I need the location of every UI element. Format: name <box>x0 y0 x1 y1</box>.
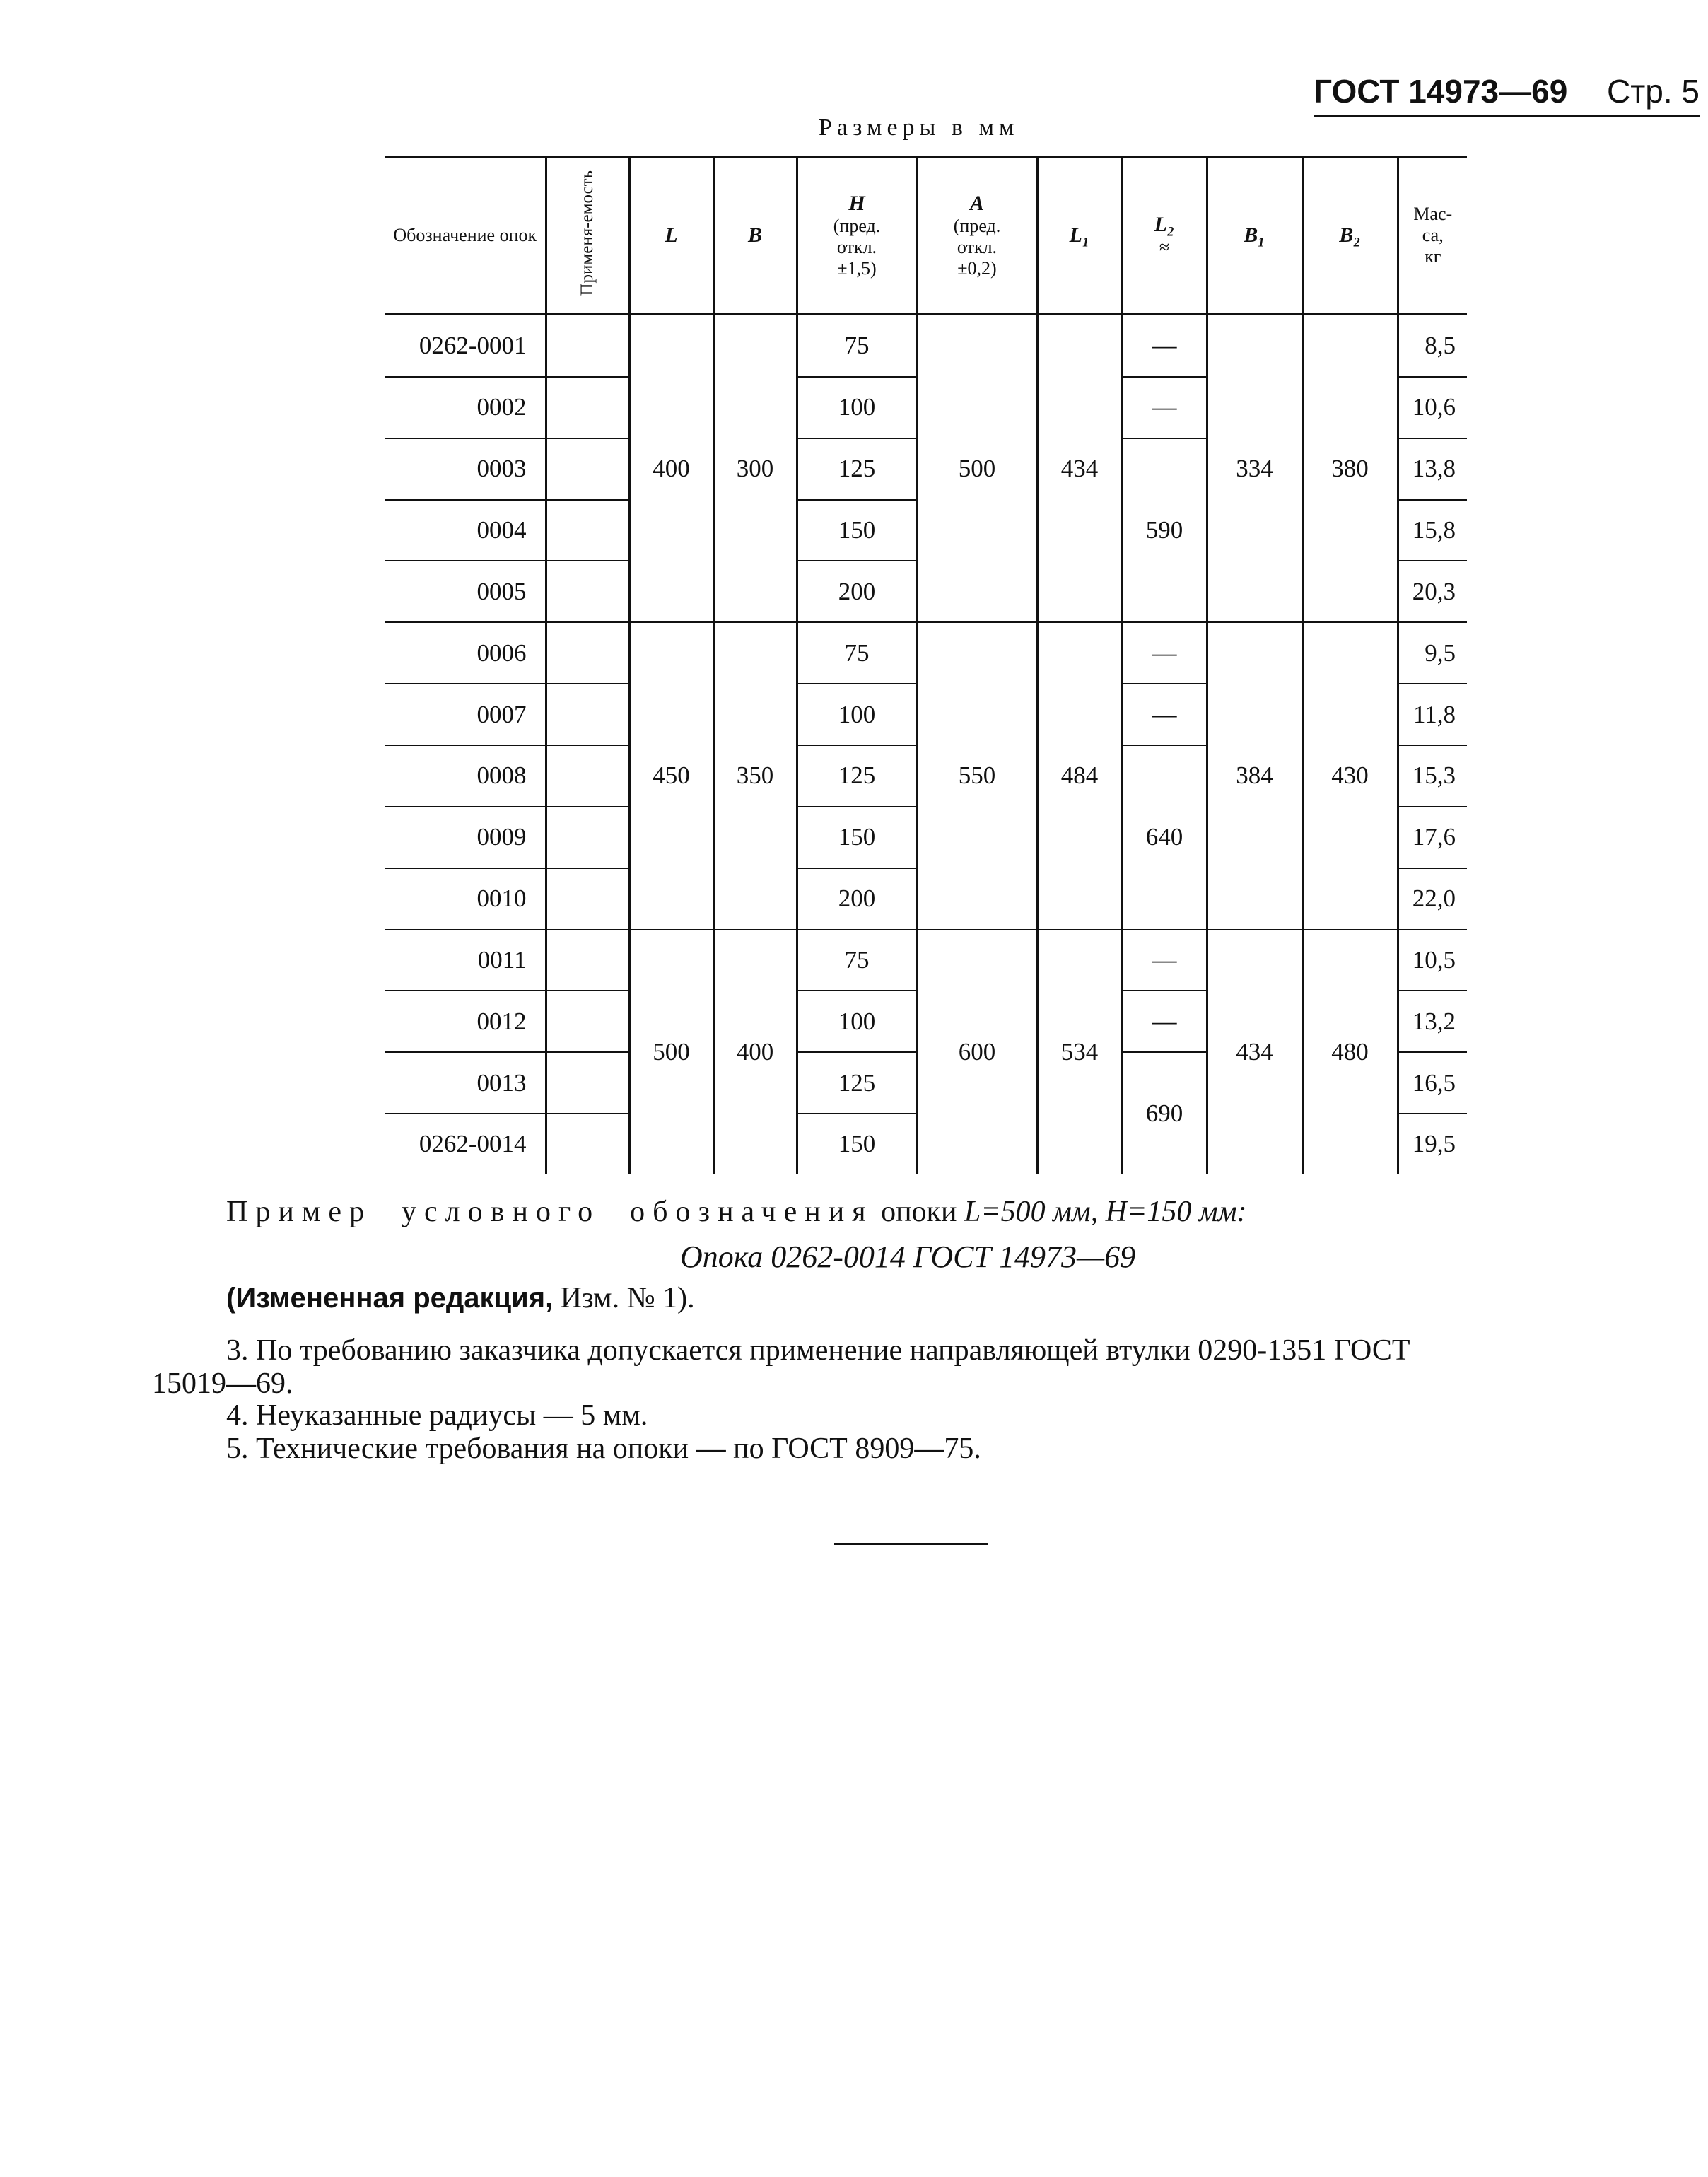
cell-mass: 15,8 <box>1398 500 1467 561</box>
cell-A: 600 <box>917 930 1037 1174</box>
cell-L: 450 <box>629 622 713 929</box>
cell-mass: 13,2 <box>1398 991 1467 1052</box>
cell-applicability <box>546 1114 629 1174</box>
cell-applicability <box>546 684 629 745</box>
note-3-line-2: 15019—69. <box>152 1367 293 1400</box>
cell-applicability <box>546 1052 629 1114</box>
cell-L: 500 <box>629 930 713 1174</box>
cell-mass: 13,8 <box>1398 438 1467 500</box>
flask-dimensions-table <box>385 156 1467 1174</box>
cell-B1: 334 <box>1207 314 1302 622</box>
cell-H: 150 <box>797 1114 917 1174</box>
cell-mass: 22,0 <box>1398 868 1467 930</box>
cell-L2: — <box>1122 377 1207 438</box>
note-5: 5. Технические требования на опоки — по ГОСТ 8909—75. <box>226 1432 981 1465</box>
cell-B2: 480 <box>1302 930 1398 1174</box>
cell-B: 300 <box>713 314 797 622</box>
cell-B1: 384 <box>1207 622 1302 929</box>
col-B: B <box>713 157 797 314</box>
cell-B: 350 <box>713 622 797 929</box>
cell-mass: 10,5 <box>1398 930 1467 991</box>
page-number: Стр. 5 <box>1606 73 1700 110</box>
col-B2: B₂ <box>1302 157 1398 314</box>
sizes-caption: Размеры в мм <box>819 115 1019 141</box>
cell-mass: 9,5 <box>1398 622 1467 684</box>
note-4: 4. Неуказанные радиусы — 5 мм. <box>226 1399 648 1432</box>
cell-H: 125 <box>797 745 917 807</box>
cell-applicability <box>546 377 629 438</box>
cell-applicability <box>546 438 629 500</box>
example-designation: Опока 0262-0014 ГОСТ 14973—69 <box>680 1239 1136 1274</box>
cell-L1: 434 <box>1037 314 1122 622</box>
table-row <box>385 314 1467 377</box>
cell-mass: 15,3 <box>1398 745 1467 807</box>
cell-designation: 0002 <box>385 377 546 438</box>
cell-H: 100 <box>797 991 917 1052</box>
cell-H: 75 <box>797 930 917 991</box>
cell-H: 75 <box>797 314 917 377</box>
cell-H: 125 <box>797 438 917 500</box>
cell-mass: 10,6 <box>1398 377 1467 438</box>
cell-B: 400 <box>713 930 797 1174</box>
col-mass: Мас- са, кг <box>1398 157 1467 314</box>
cell-A: 550 <box>917 622 1037 929</box>
cell-mass: 19,5 <box>1398 1114 1467 1174</box>
cell-designation: 0010 <box>385 868 546 930</box>
cell-mass: 8,5 <box>1398 314 1467 377</box>
cell-L2: — <box>1122 622 1207 684</box>
cell-designation: 0011 <box>385 930 546 991</box>
cell-H: 200 <box>797 868 917 930</box>
cell-L2: 690 <box>1122 1052 1207 1174</box>
cell-applicability <box>546 991 629 1052</box>
cell-designation: 0262-0014 <box>385 1114 546 1174</box>
col-L: L <box>629 157 713 314</box>
cell-applicability <box>546 561 629 622</box>
cell-L2: — <box>1122 314 1207 377</box>
cell-H: 125 <box>797 1052 917 1114</box>
page-header <box>1314 72 1700 117</box>
cell-L: 400 <box>629 314 713 622</box>
cell-applicability <box>546 500 629 561</box>
col-designation: Обозначение опок <box>385 157 546 314</box>
cell-L2: — <box>1122 991 1207 1052</box>
closing-rule <box>834 1543 988 1545</box>
cell-L1: 534 <box>1037 930 1122 1174</box>
edition-note: (Измененная редакция, Изм. № 1). <box>226 1282 695 1314</box>
col-L1: L₁ <box>1037 157 1122 314</box>
note-3-line-1: 3. По требованию заказчика допускается применение направляющей втулки 0290-1351 ГОСТ <box>226 1334 1410 1367</box>
cell-H: 100 <box>797 377 917 438</box>
cell-designation: 0004 <box>385 500 546 561</box>
cell-designation: 0009 <box>385 807 546 868</box>
cell-L2: — <box>1122 930 1207 991</box>
cell-mass: 20,3 <box>1398 561 1467 622</box>
col-H: H (пред. откл. ±1,5) <box>797 157 917 314</box>
cell-designation: 0007 <box>385 684 546 745</box>
cell-designation: 0013 <box>385 1052 546 1114</box>
cell-designation: 0008 <box>385 745 546 807</box>
cell-B2: 380 <box>1302 314 1398 622</box>
cell-designation: 0003 <box>385 438 546 500</box>
col-applicability: Применя-емость <box>546 157 629 314</box>
cell-H: 200 <box>797 561 917 622</box>
standard-number: ГОСТ 14973—69 <box>1314 73 1568 110</box>
col-B1: B₁ <box>1207 157 1302 314</box>
table-row <box>385 930 1467 991</box>
cell-B1: 434 <box>1207 930 1302 1174</box>
cell-applicability <box>546 745 629 807</box>
cell-A: 500 <box>917 314 1037 622</box>
cell-designation: 0005 <box>385 561 546 622</box>
cell-H: 150 <box>797 807 917 868</box>
cell-H: 100 <box>797 684 917 745</box>
cell-L2: — <box>1122 684 1207 745</box>
cell-designation: 0006 <box>385 622 546 684</box>
cell-L2: 590 <box>1122 438 1207 623</box>
cell-applicability <box>546 868 629 930</box>
table-row <box>385 622 1467 684</box>
cell-mass: 17,6 <box>1398 807 1467 868</box>
col-A: A (пред. откл. ±0,2) <box>917 157 1037 314</box>
cell-H: 75 <box>797 622 917 684</box>
cell-applicability <box>546 930 629 991</box>
table-header-row <box>385 157 1467 314</box>
example-line: Пример условного обозначения опоки L=500 мм, H=150 мм: <box>226 1196 1247 1228</box>
cell-L2: 640 <box>1122 745 1207 930</box>
cell-mass: 16,5 <box>1398 1052 1467 1114</box>
cell-B2: 430 <box>1302 622 1398 929</box>
cell-L1: 484 <box>1037 622 1122 929</box>
cell-applicability <box>546 314 629 377</box>
cell-H: 150 <box>797 500 917 561</box>
cell-mass: 11,8 <box>1398 684 1467 745</box>
cell-applicability <box>546 807 629 868</box>
cell-applicability <box>546 622 629 684</box>
col-L2: L₂ ≈ <box>1122 157 1207 314</box>
cell-designation: 0262-0001 <box>419 331 527 359</box>
cell-designation: 0012 <box>385 991 546 1052</box>
